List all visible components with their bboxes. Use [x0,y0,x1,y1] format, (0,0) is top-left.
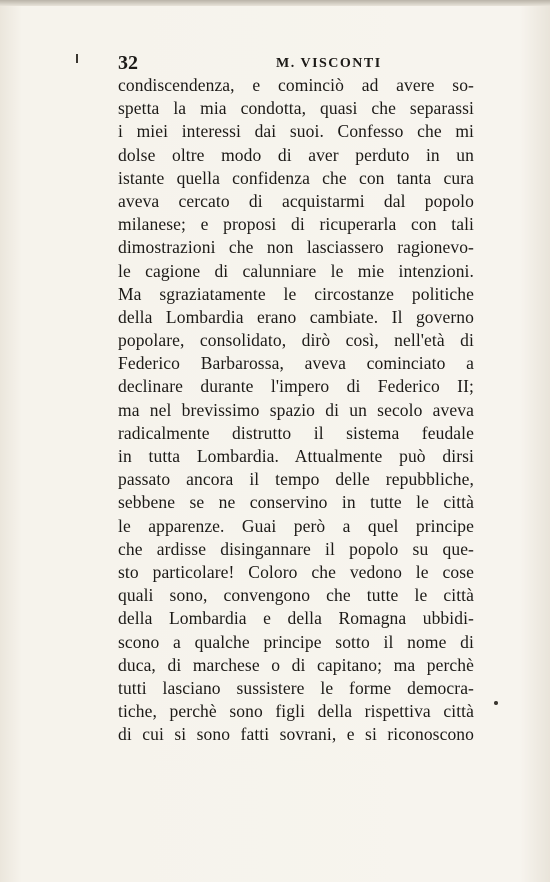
text-line: della Lombardia e della Romagna ubbidi- [118,608,474,629]
ink-speck [76,54,78,63]
text-line: Federico Barbarossa, aveva cominciato a [118,353,474,374]
text-line: declinare durante l'impero di Federico II; [118,376,474,397]
text-line: dolse oltre modo di aver perduto in un [118,144,474,165]
text-line: spetta la mia condotta, quasi che separassi [118,98,474,119]
text-line: Ma sgraziatamente le circostanze politiche [118,283,474,304]
text-line: che ardisse disingannare il popolo su que- [118,538,474,559]
text-line: della Lombardia erano cambiate. Il governo [118,306,474,327]
running-head: M. VISCONTI [276,56,382,71]
page-top-edge [0,0,550,6]
text-line: aveva cercato di acquistarmi dal popolo [118,190,474,211]
text-line: dimostrazioni che non lasciassero ragionevo- [118,237,474,258]
text-line: sto particolare! Coloro che vedono le cose [118,561,474,582]
text-line: radicalmente distrutto il sistema feudale [118,422,474,443]
text-line: condiscendenza, e cominciò ad avere so- [118,75,474,95]
page-number: 32 [118,52,138,74]
page-header [118,52,478,76]
text-line: istante quella confidenza che con tanta cura [118,167,474,188]
text-line: tutti lasciano sussistere le forme democra- [118,677,474,698]
ink-speck [494,701,498,705]
text-line: i miei interessi dai suoi. Confesso che mi [118,121,474,142]
text-line: ma nel brevissimo spazio di un secolo aveva [118,399,474,420]
text-line: le cagione di calunniare le mie intenzioni. [118,260,474,281]
text-line: scono a qualche principe sotto il nome di [118,631,474,652]
body-text [118,74,474,746]
text-line: le apparenze. Guai però a quel principe [118,515,474,536]
text-line: tiche, perchè sono figli della rispettiva città [118,701,474,722]
text-line: milanese; e proposi di ricuperarla con tali [118,214,474,235]
text-line: passato ancora il tempo delle repubbliche, [118,469,474,490]
text-line: duca, di marchese o di capitano; ma perchè [118,654,474,675]
text-line: quali sono, convengono che tutte le città [118,585,474,606]
text-line: sebbene se ne conservino in tutte le città [118,492,474,513]
text-line: in tutta Lombardia. Attualmente può dirsi [118,446,474,466]
text-line: popolare, consolidato, dirò così, nell'età di [118,330,474,351]
text-line: di cui si sono fatti sovrani, e si riconoscono [118,724,474,745]
